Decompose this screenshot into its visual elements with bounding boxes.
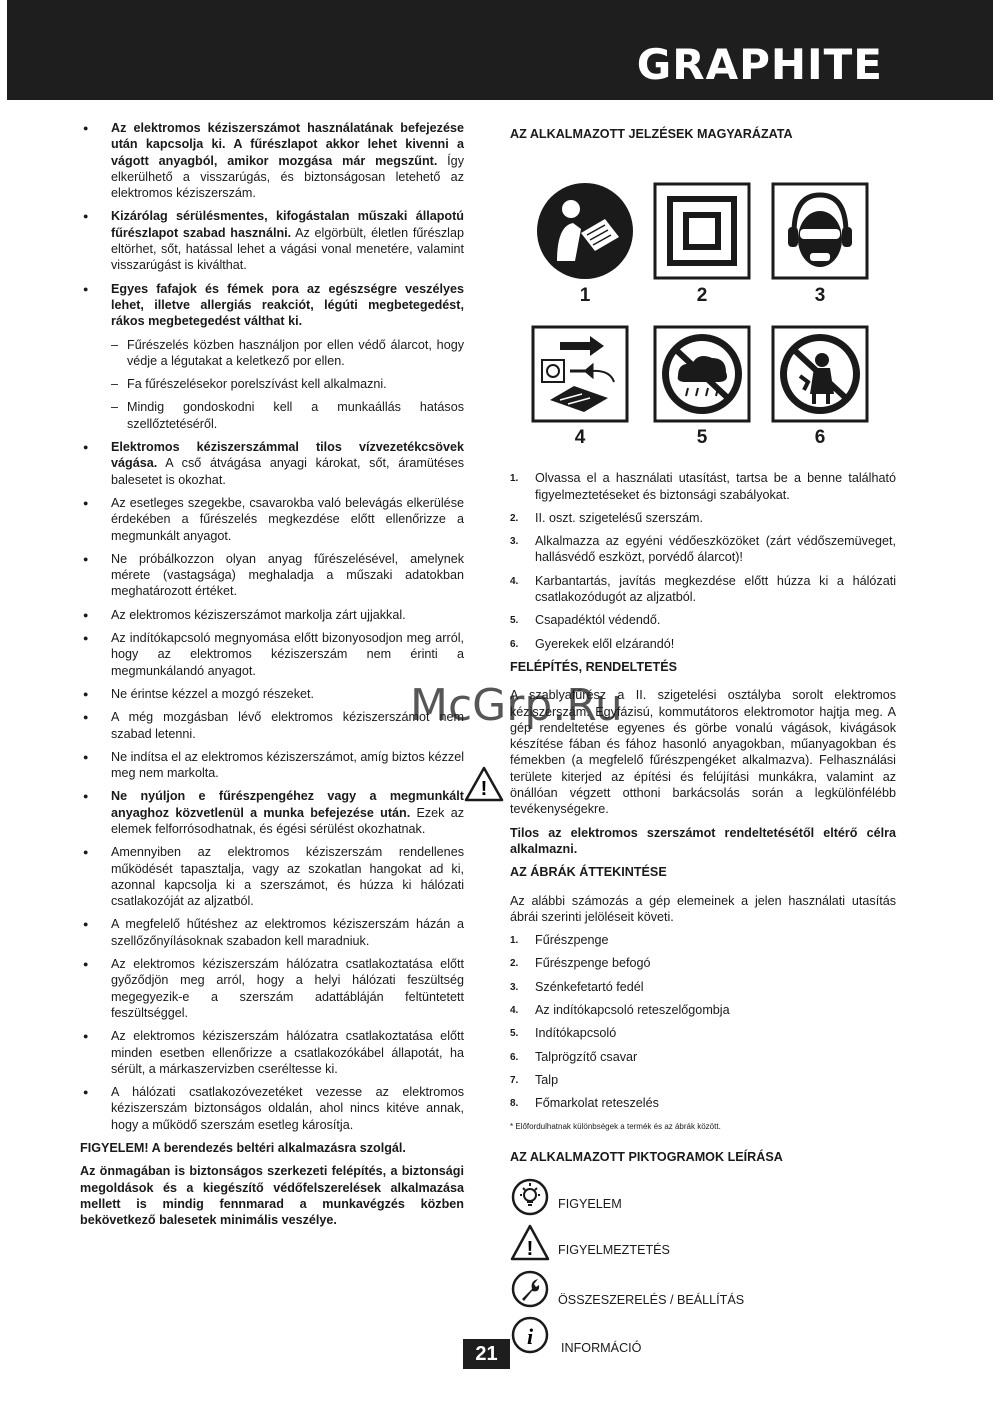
item-text: Csapadéktól védendő. <box>535 613 661 628</box>
svg-text:i: i <box>526 1324 534 1350</box>
bullet-item <box>80 749 464 782</box>
warning-icon <box>464 766 504 807</box>
pictogram-attention <box>510 1177 896 1223</box>
item-number: 4. <box>510 1005 519 1017</box>
build-text: A szablyafűrész a II. szigetelési osztályba sorolt elektromos kéziszerszám. Egyfázisú, kommutátoros elektromotor hajtja meg. A gép rendeltetése egyenes és görbe vonalú vágások, kivágások készítése fában és fához hasonló anyagokban, műanyagokban és fémekben (a megfelelő fűrészpengéket alkalmazva). Felhasználási területe kiterjed az építési és felújítási munkákra, valamint az önállóan végzett otthoni barkácsolás során a legkülönfélébb tevékenységekre. <box>510 688 896 817</box>
page-header <box>7 0 993 100</box>
item-text: Alkalmazza az egyéni védőeszközöket (zárt védőszemüveget, hallásvédő eszközt, porvédő álarcot)! <box>535 534 896 565</box>
footnote: * Előfordulhatnak különbségek a termék és az ábrák között. <box>510 1121 721 1131</box>
keep-dry-icon <box>652 324 752 424</box>
item-number: 6. <box>510 638 519 650</box>
residual-risk-note: Az önmagában is biztonságos szerkezeti felépítés, a biztonsági megoldások és a kiegészítő védőfelszerelések alkalmazása mellett is mindig fennmarad a munkavégzés közben bekövetkező balesetek minimális veszélye. <box>80 1164 464 1228</box>
bullet-text: A cső átvágása anyagi károkat, sőt, áramütéses balesetet is okozhat. <box>111 456 464 487</box>
item-text: II. oszt. szigetelésű szerszám. <box>535 510 703 525</box>
bullet-item <box>80 844 464 909</box>
item-number: 8. <box>510 1098 519 1110</box>
item-number: 2. <box>510 958 519 970</box>
sub-item <box>80 337 464 370</box>
bullet-text: Az esetleges szegekbe, csavarokba való belevágás elkerülése érdekében a fűrészelés megkezdése előtt ellenőrizze a megmunkált anyagot. <box>111 495 464 543</box>
bullet-item <box>80 1028 464 1077</box>
bullet-text: Ne indítsa el az elektromos kéziszerszámot, amíg biztos kézzel meg nem markolta. <box>111 749 464 781</box>
item-number: 6. <box>510 1051 519 1063</box>
bullet-bold-text: Elektromos kéziszerszámmal tilos vízvezetékcsövek vágása. <box>111 440 464 471</box>
bullet-item <box>80 916 464 949</box>
bullet-text: Amennyiben az elektromos kéziszerszám rendellenes működését tapasztalja, vagy az szokatlan hangokat ad ki, azonnal kapcsolja ki a szerszámot, és húzza ki hálózati csatlakozóját az aljzatból. <box>111 845 464 909</box>
item-text: Fűrészpenge befogó <box>535 956 651 971</box>
bullet-item <box>80 495 464 544</box>
item-number: 1. <box>510 935 519 947</box>
indoor-note: FIGYELEM! A berendezés beltéri alkalmazásra szolgál. <box>80 1141 406 1156</box>
item-text: Gyerekek elől elzárandó! <box>535 636 675 651</box>
build-heading: FELÉPÍTÉS, RENDELTETÉS <box>510 659 678 674</box>
bullet-text: A még mozgásban lévő elektromos kéziszerszámot nem szabad letenni. <box>111 710 464 741</box>
numbered-item <box>510 1072 896 1088</box>
warning-triangle-icon <box>510 1223 550 1263</box>
numbered-item <box>510 1095 896 1111</box>
info-icon <box>510 1315 550 1355</box>
numbered-item <box>510 470 896 503</box>
unplug-icon <box>530 324 630 424</box>
right-column <box>510 120 896 1361</box>
item-text: Indítókapcsoló <box>535 1026 617 1041</box>
sub-item-text: Mindig gondoskodni kell a munkaállás hatásos szellőztetéséről. <box>127 400 464 431</box>
symbol-number: 1 <box>579 285 591 307</box>
bullet-item <box>80 630 464 679</box>
item-number: 4. <box>510 575 519 587</box>
bullet-text: Az indítókapcsoló megnyomása előtt bizonyosodjon meg arról, hogy az elektromos kéziszerszám nem érinti a megmunkálandó anyagot. <box>111 631 464 678</box>
dash-marker: – <box>111 400 119 415</box>
picto-heading: AZ ALKALMAZOTT PIKTOGRAMOK LEÍRÁSA <box>510 1149 783 1164</box>
symbol-number: 6 <box>814 427 826 449</box>
bulb-icon <box>510 1177 550 1217</box>
numbered-item <box>510 636 896 652</box>
wrench-icon <box>510 1269 550 1309</box>
ppe-icon <box>770 181 870 281</box>
sub-item-text: Fűrészelés közben használjon por ellen védő álarcot, hogy védje a légutakat a keletkező por ellen. <box>127 337 464 368</box>
dash-marker: – <box>111 337 119 352</box>
keep-away-children-icon <box>770 324 870 424</box>
sub-item <box>80 376 464 392</box>
bullet-item <box>80 551 464 600</box>
item-number: 5. <box>510 615 519 627</box>
numbered-item <box>510 573 896 606</box>
numbered-item <box>510 1002 896 1018</box>
item-text: Főmarkolat reteszelés <box>535 1096 659 1111</box>
bullet-item <box>80 788 464 837</box>
bullet-text: Ne érintse kézzel a mozgó részeket. <box>111 686 314 701</box>
item-text: Talprögzítő csavar <box>535 1049 638 1064</box>
symbol-number: 4 <box>574 427 586 449</box>
svg-text:!: ! <box>526 1238 534 1261</box>
bullet-item <box>80 686 464 702</box>
dash-marker: – <box>111 377 119 392</box>
bullet-bold-text: Kizárólag sérülésmentes, kifogástalan műszaki állapotú fűrészlapot szabad használni. <box>111 209 464 240</box>
item-number: 2. <box>510 512 519 524</box>
bullet-text: Ezek az elemek felforrósodhatnak, és égési sérülést okozhatnak. <box>111 805 465 836</box>
brand-logo: GRAPHITE <box>636 40 883 89</box>
pictogram-label: ÖSSZESZERELÉS / BEÁLLÍTÁS <box>558 1293 745 1308</box>
item-text: Karbantartás, javítás megkezdése előtt húzza ki a hálózati csatlakozódugót az aljzatból. <box>535 573 896 605</box>
bullet-bold-text: Egyes fafajok és fémek pora az egészségre veszélyes lehet, illetve allergiás reakciót, légúti megbetegedést, rákos megbetegedést válthat ki. <box>111 281 464 329</box>
double-insulation-icon <box>652 181 752 281</box>
watermark: McGrp.Ru <box>410 680 623 731</box>
bullet-item <box>80 956 464 1021</box>
figs-intro: Az alábbi számozás a gép elemeinek a jelen használati utasítás ábrái szerinti jelöléseit követi. <box>510 893 896 924</box>
item-text: Az indítókapcsoló reteszelőgombja <box>535 1003 730 1018</box>
symbol-number: 3 <box>814 285 826 307</box>
pictogram-assembly <box>510 1269 896 1315</box>
bullet-item <box>80 709 464 742</box>
item-number: 1. <box>510 473 519 485</box>
bullet-item <box>80 281 464 330</box>
bullet-item <box>80 607 464 623</box>
bullet-text: A hálózati csatlakozóvezetéket vezesse az elektromos kéziszerszám biztonságos oldalán, ahol nincs kitéve annak, hogy a működő szerszám esetleg károsítja. <box>111 1085 464 1132</box>
pictogram-warning <box>510 1223 896 1269</box>
bullet-item <box>80 120 464 201</box>
sub-item <box>80 399 464 432</box>
symbol-grid <box>510 154 896 449</box>
numbered-item <box>510 1025 896 1041</box>
pictogram-info <box>510 1315 896 1361</box>
item-text: Fűrészpenge <box>535 933 609 948</box>
pictogram-label: FIGYELMEZTETÉS <box>558 1243 670 1258</box>
bullet-text: A megfelelő hűtéshez az elektromos kéziszerszám házán a szellőzőnyílásoknak szabadon kell maradniuk. <box>111 917 464 948</box>
item-number: 3. <box>510 981 519 993</box>
bullet-bold-text: Ne nyúljon e fűrészpengéhez vagy a megmunkált anyaghoz közvetlenül a munka befejezése után. <box>111 789 464 820</box>
read-manual-icon <box>535 181 635 281</box>
item-number: 5. <box>510 1028 519 1040</box>
bullet-item <box>80 1084 464 1133</box>
pictogram-label: FIGYELEM <box>558 1197 622 1212</box>
item-number: 3. <box>510 536 519 548</box>
bullet-item <box>80 208 464 273</box>
numbered-item <box>510 533 896 566</box>
bullet-text: Az elgörbült, életlen fűrészlap eltörhet, sőt, hatással lehet a vágási vonal menetére, valamint visszarúgást is kiválthat. <box>111 225 464 273</box>
figs-heading: AZ ÁBRÁK ÁTTEKINTÉSE <box>510 865 667 880</box>
bullet-text: Így elkerülhető a visszarúgás, és biztonságosan letehető az elektromos kéziszerszám. <box>111 153 464 201</box>
item-number: 7. <box>510 1074 519 1086</box>
item-text: Szénkefetartó fedél <box>535 979 644 994</box>
numbered-item <box>510 612 896 628</box>
pictogram-label: INFORMÁCIÓ <box>561 1341 642 1356</box>
sub-item-text: Fa fűrészelésekor porelszívást kell alkalmazni. <box>127 377 387 392</box>
bullet-text: Az elektromos kéziszerszám hálózatra csatlakoztatása előtt győződjön meg arról, hogy a helyi hálózati feszültség megegyezik-e a szerszám adattábláján feltüntetett feszültséggel. <box>111 957 464 1020</box>
svg-text:!: ! <box>480 778 488 800</box>
item-text: Talp <box>535 1072 559 1087</box>
symbol-number: 5 <box>696 427 708 449</box>
bullet-bold-text: Az elektromos kéziszerszámot használatának befejezése után kapcsolja ki. A fűrészlapot akkor lehet kivenni a vágott anyagból, amikor mozgása már megszűnt. <box>111 121 464 168</box>
numbered-item <box>510 979 896 995</box>
numbered-item <box>510 510 896 526</box>
page-number: 21 <box>463 1339 510 1369</box>
symbol-number: 2 <box>696 285 708 307</box>
numbered-item <box>510 932 896 948</box>
bullet-text: Az elektromos kéziszerszámot markolja zárt ujjakkal. <box>111 607 406 622</box>
bullet-text: Az elektromos kéziszerszám hálózatra csatlakoztatása előtt minden esetben ellenőrizze a csatlakozókábel állapotát, ha sérült, a márkaszervizben cseréltesse ki. <box>111 1029 464 1076</box>
bullet-item <box>80 439 464 488</box>
symbols-heading: AZ ALKALMAZOTT JELZÉSEK MAGYARÁZATA <box>510 127 793 141</box>
forbidden-note: Tilos az elektromos szerszámot rendeltetésétől eltérő célra alkalmazni. <box>510 825 896 856</box>
left-column <box>80 120 464 1236</box>
item-text: Olvassa el a használati utasítást, tartsa be a benne található figyelmeztetéseket és biztonsági szabályokat. <box>535 471 896 502</box>
numbered-item <box>510 955 896 971</box>
bullet-text: Ne próbálkozzon olyan anyag fűrészelésével, amelynek mérete (vastagsága) meghaladja a műszaki adatokban meghatározott értéket. <box>111 551 464 599</box>
numbered-item <box>510 1049 896 1065</box>
